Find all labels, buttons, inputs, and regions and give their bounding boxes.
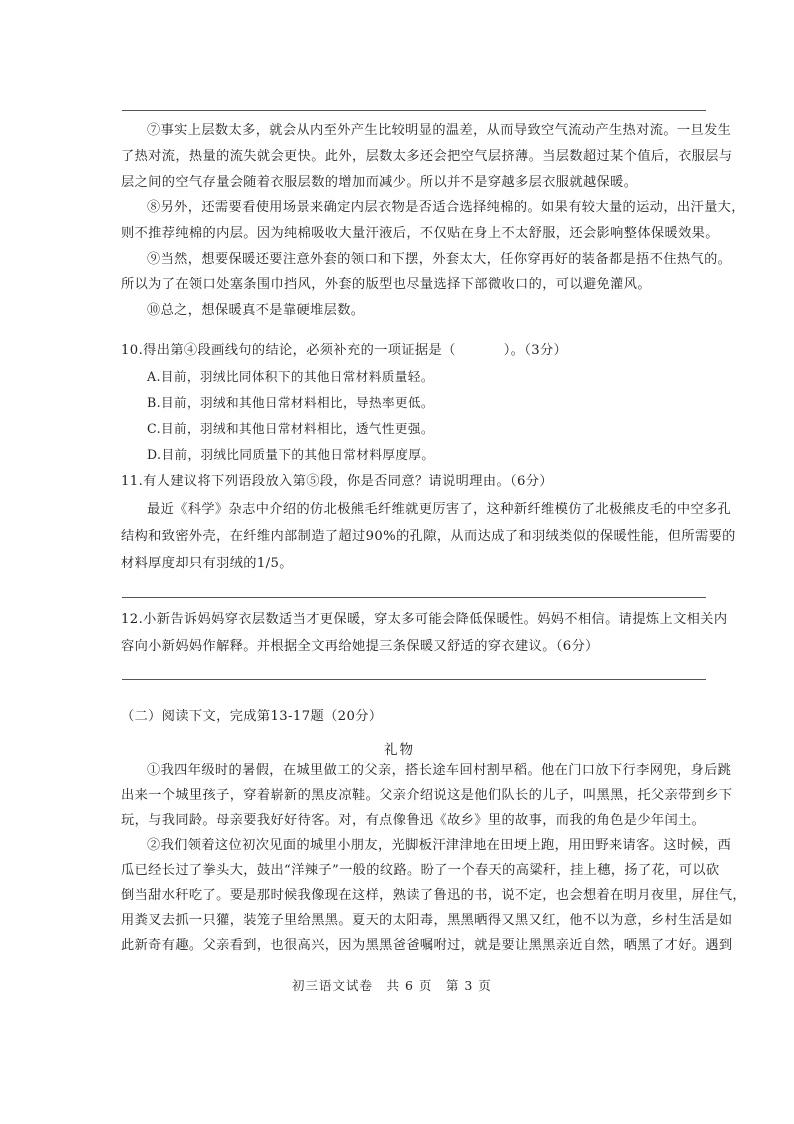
story-paragraph-1-line: ①我四年级时的暑假，在城里做工的父亲，搭长途车回村割早稻。他在门口放下行李网兜，身后跳 — [147, 763, 732, 778]
paragraph-9-line: ⑨当然，想要保暖还要注意外套的领口和下摆，外套太大，任你穿再好的装备都是捂不住热气的。 — [147, 252, 732, 267]
story-paragraph-2-line: ②我们领着这位初次见面的城里小朋友，光脚板汗津津地在田埂上跑，用田野来请客。这时候，西 — [147, 838, 732, 853]
paragraph-7-line: 层之间的空气存量会随着衣服层数的增加而减少。所以并不是穿越多层衣服就越保暖。 — [121, 175, 638, 190]
story-paragraph-1-line: 玩，与我同龄。母亲要我好好待客。对，有点像鲁迅《故乡》里的故事，而我的角色是少年闰土。 — [121, 813, 706, 828]
question-11-stem: 11.有人建议将下列语段放入第⑤段，你是否同意？请说明理由。（6分） — [121, 474, 553, 489]
question-10-option-a: A.目前，羽绒比同体积下的其他日常材料质量轻。 — [147, 369, 434, 384]
story-paragraph-1-line: 出来一个城里孩子，穿着崭新的黑皮凉鞋。父亲介绍说这是他们队长的儿子，叫黑黑，托父亲带到乡下 — [121, 788, 733, 803]
question-10-option-c: C.目前，羽绒和其他日常材料相比，透气性更强。 — [147, 421, 434, 436]
top-divider — [122, 110, 706, 111]
question-11-quote-line: 材料厚度却只有羽绒的1/5。 — [121, 556, 293, 571]
question-10-option-b: B.目前，羽绒和其他日常材料相比，导热率更低。 — [147, 395, 434, 410]
question-10-option-d: D.目前，羽绒比同质量下的其他日常材料厚度厚。 — [147, 447, 435, 462]
story-paragraph-2-line: 用粪叉去抓一只獾，装笼子里给黑黑。夏天的太阳毒，黑黑晒得又黑又红，他不以为意，乡村生活是如 — [121, 913, 733, 928]
paragraph-8-line: 则不推荐纯棉的内层。因为纯棉吸收大量汗液后，不仅贴在身上不太舒服，还会影响整体保暖效果。 — [121, 226, 719, 241]
story-paragraph-2-line: 倒当甜水秆吃了。要是那时候我像现在这样，熟读了鲁迅的书，说不定，也会想着在明月夜里，屏住气， — [121, 888, 747, 903]
answer-line[interactable] — [122, 679, 706, 680]
story-paragraph-2-line: 瓜已经长过了拳头大，鼓出“洋辣子”一般的纹路。盼了一个春天的高粱秆，挂上穗，扬了花，可以砍 — [121, 863, 720, 878]
question-10-stem-end: ）。（3分） — [503, 343, 568, 358]
page-footer: 初三语文试卷 共 6 页 第 3 页 — [292, 978, 492, 993]
question-12-stem-line: 12.小新告诉妈妈穿衣层数适当才更保暖，穿太多可能会降低保暖性。妈妈不相信。请提炼上文相关内 — [121, 612, 728, 627]
question-11-quote-line: 结构和致密外壳，在纤维内部制造了超过90%的孔隙，从而达成了和羽绒类似的保暖性能，但所需要的 — [121, 529, 736, 544]
paragraph-7-line: 了热对流，热量的流失就会更快。此外，层数太多还会把空气层挤薄。当层数超过某个值后，衣服层与 — [121, 149, 733, 164]
paragraph-7-line: ⑦事实上层数太多，就会从内至外产生比较明显的温差，从而导致空气流动产生热对流。一旦发生 — [147, 123, 732, 138]
story-title: 礼物 — [384, 742, 415, 758]
question-10-stem-start: 10.得出第④段画线句的结论，必须补充的一项证据是（ — [121, 343, 456, 358]
story-paragraph-2-line: 此新奇有趣。父亲看到，也很高兴，因为黑黑爸爸嘱咐过，就是要让黑黑亲近自然，晒黑了才好。遇到 — [121, 938, 733, 953]
paragraph-10: ⑩总之，想保暖真不是靠硬堆层数。 — [147, 303, 365, 318]
question-10-stem — [121, 344, 567, 357]
paragraph-8-line: ⑧另外，还需要看使用场景来确定内层衣物是否适合选择纯棉的。如果有较大量的运动，出汗量大， — [147, 200, 745, 215]
section-2-heading: （二）阅读下文，完成第13-17题（20分） — [121, 709, 383, 724]
paragraph-9-line: 所以为了在领口处塞条围巾挡风，外套的版型也尽量选择下部微收口的，可以避免灌风。 — [121, 277, 651, 292]
question-12-stem-line: 容向小新妈妈作解释。并根据全文再给她提三条保暖又舒适的穿衣建议。（6分） — [121, 639, 599, 654]
question-11-quote-line: 最近《科学》杂志中介绍的仿北极熊毛纤维就更厉害了，这种新纤维模仿了北极熊皮毛的中空多孔 — [147, 502, 732, 517]
answer-line[interactable] — [122, 597, 706, 598]
